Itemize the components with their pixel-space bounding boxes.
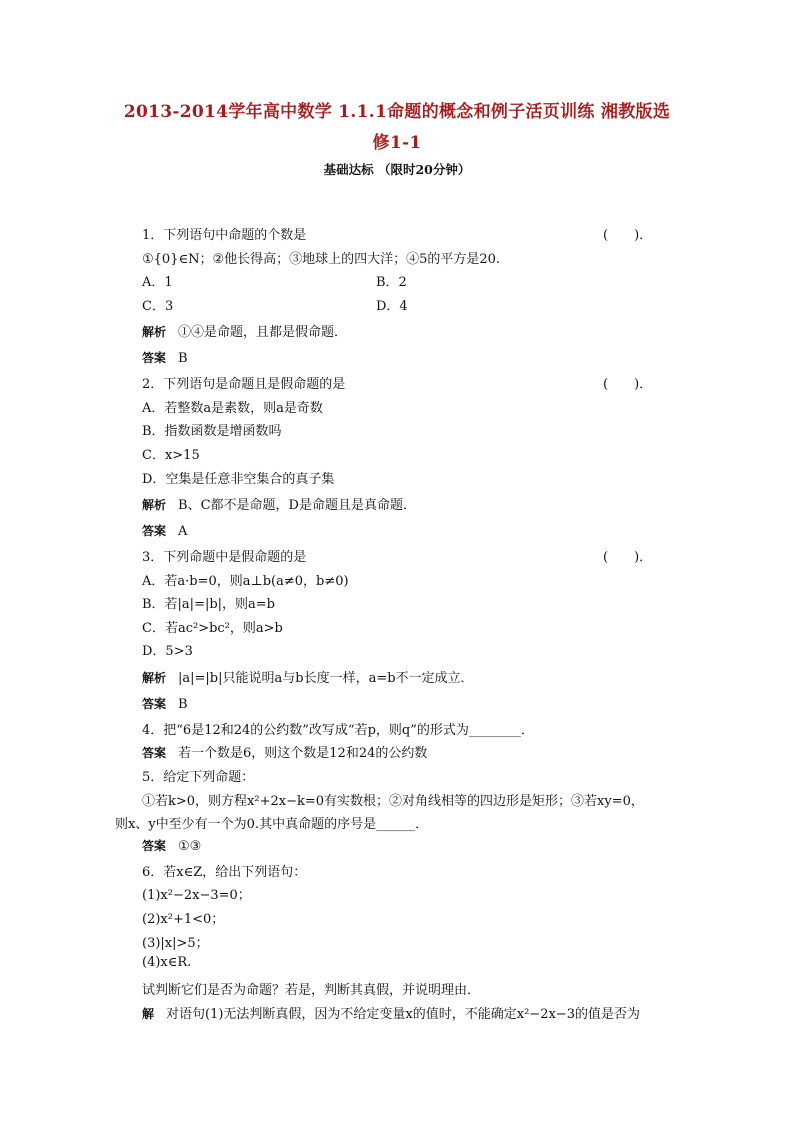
analysis-label: 解析 [142, 325, 167, 339]
q3-answer-blank: ( )． [603, 550, 653, 565]
answer-label: 答案 [142, 697, 167, 711]
q5-answer [142, 837, 201, 854]
answer-label: 答案 [142, 746, 167, 760]
q3-option-c: C．若ac²>bc²，则a>b [142, 621, 283, 636]
q2-analysis [142, 494, 416, 513]
answer-label: 答案 [142, 839, 167, 853]
q3-option-d: D．5>3 [142, 644, 193, 659]
analysis-label: 解析 [142, 498, 167, 512]
q2-option-a: A．若整数a是素数，则a是奇数 [142, 401, 323, 416]
q2-option-d: D．空集是任意非空集合的真子集 [142, 472, 335, 487]
q6-stem: 6．若x∈Z，给出下列语句： [142, 865, 307, 880]
q3-answer [142, 695, 188, 712]
solution-label: 解 [142, 1007, 155, 1021]
q4-stem: 4．把“6是12和24的公约数”改写成“若p，则q”的形式为________． [142, 723, 534, 738]
section-subtitle: 基础达标 （限时20分钟） [323, 162, 471, 177]
q3-analysis-text: |a|=|b|只能说明a与b长度一样，a=b不一定成立． [178, 671, 474, 686]
q2-answer [142, 522, 187, 539]
q6-statement-2: (2)x²+1<0； [142, 912, 225, 927]
q2-analysis-text: B、C都不是命题，D是命题且是真命题． [178, 498, 416, 513]
q2-stem: 2．下列语句是命题且是假命题的是 [142, 377, 346, 392]
q3-option-b: B．若|a|=|b|，则a=b [142, 597, 276, 612]
q1-answer-text: B [178, 351, 188, 366]
q1-option-c: C．3 [142, 299, 174, 314]
q6-solution-text: 对语句(1)无法判断真假，因为不给定变量x的值时，不能确定x²−2x−3的值是否为 [166, 1007, 640, 1022]
document-title-line1: 2013-2014学年高中数学 1.1.1命题的概念和例子活页训练 湘教版选 [123, 102, 671, 122]
q5-answer-text: ①③ [178, 839, 202, 854]
q4-answer [142, 742, 427, 761]
answer-label: 答案 [142, 351, 167, 365]
q2-option-b: B．指数函数是增函数吗 [142, 424, 282, 439]
analysis-label: 解析 [142, 671, 167, 685]
q6-statement-3: (3)|x|>5； [142, 936, 209, 951]
q6-question: 试判断它们是否为命题？若是，判断其真假，并说明理由． [142, 983, 481, 998]
q6-statement-4: (4)x∈R. [142, 955, 192, 970]
q1-items: ①{0}∈N；②他长得高；③地球上的四大洋；④5的平方是20. [142, 252, 501, 267]
q1-answer-blank: ( )． [603, 228, 653, 243]
q3-stem: 3．下列命题中是假命题的是 [142, 550, 307, 565]
q3-answer-text: B [178, 697, 188, 712]
q1-option-a: A．1 [142, 275, 173, 290]
q5-line2: 则x、y中至少有一个为0.其中真命题的序号是______． [115, 817, 429, 832]
q1-answer [142, 349, 188, 366]
q5-stem: 5．给定下列命题： [142, 770, 255, 785]
document-title-line2: 修1-1 [372, 133, 422, 153]
q2-answer-text: A [178, 524, 188, 539]
q3-analysis [142, 667, 474, 686]
q1-option-d: D．4 [376, 299, 408, 314]
q2-answer-blank: ( )． [603, 377, 653, 392]
q3-option-a: A．若a·b=0，则a⊥b(a≠0，b≠0) [142, 574, 349, 589]
q1-option-b: B．2 [376, 275, 407, 290]
q4-answer-text: 若一个数是6，则这个数是12和24的公约数 [178, 746, 428, 761]
q5-line1: ①若k>0，则方程x²+2x−k=0有实数根；②对角线相等的四边形是矩形；③若xy=0， [142, 794, 644, 809]
q2-option-c: C．x>15 [142, 448, 200, 463]
q1-stem: 1．下列语句中命题的个数是 [142, 228, 307, 243]
q6-statement-1: (1)x²−2x−3=0； [142, 888, 251, 903]
q1-analysis [142, 321, 347, 340]
q6-solution [142, 1003, 640, 1022]
q1-analysis-text: ①④是命题，且都是假命题． [178, 325, 348, 340]
answer-label: 答案 [142, 524, 167, 538]
